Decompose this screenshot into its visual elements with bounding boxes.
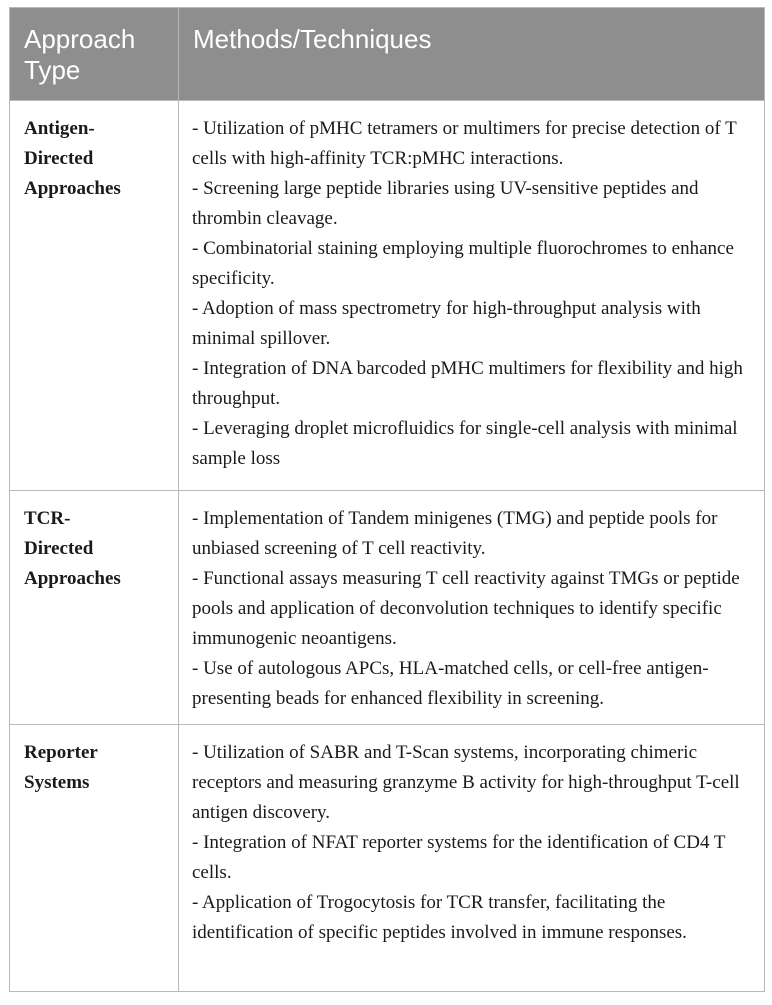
- method-item: - Adoption of mass spectrometry for high-throughput analysis with minimal spillover.: [192, 298, 701, 349]
- table-header: [10, 8, 765, 101]
- method-item: - Functional assays measuring T cell reactivity against TMGs or peptide pools and application of deconvolution techniques to identify specific immunogenic neoantigens.: [192, 568, 740, 649]
- approach-type-line: TCR-: [24, 508, 71, 529]
- approach-type-cell: [10, 725, 179, 992]
- approach-type-line: Directed: [24, 148, 94, 169]
- method-item: - Utilization of SABR and T-Scan systems, incorporating chimeric receptors and measuring granzyme B activity for high-throughput T-cell antigen discovery.: [192, 742, 740, 823]
- approach-methods-table: [9, 7, 765, 992]
- methods-cell: [179, 725, 765, 992]
- method-item: - Application of Trogocytosis for TCR transfer, facilitating the identification of specific peptides involved in immune responses.: [192, 892, 687, 943]
- table-row: [10, 101, 765, 491]
- approach-type-line: Approaches: [24, 178, 121, 199]
- table-row: [10, 491, 765, 725]
- approach-type-line: Antigen-: [24, 118, 95, 139]
- approach-type-line: Approaches: [24, 568, 121, 589]
- approach-type-line: Reporter: [24, 742, 98, 763]
- method-item: - Screening large peptide libraries using UV-sensitive peptides and thrombin cleavage.: [192, 178, 699, 229]
- methods-cell: [179, 101, 765, 491]
- header-row: [10, 8, 765, 101]
- method-item: - Integration of NFAT reporter systems for the identification of CD4 T cells.: [192, 832, 726, 883]
- header-approach-type: Approach Type: [10, 8, 179, 101]
- approach-type-line: Systems: [24, 772, 90, 793]
- methods-cell: [179, 491, 765, 725]
- table-row: [10, 725, 765, 992]
- table-body: [10, 101, 765, 992]
- method-item: - Integration of DNA barcoded pMHC multimers for flexibility and high throughput.: [192, 358, 743, 409]
- approach-type-cell: [10, 101, 179, 491]
- method-item: - Utilization of pMHC tetramers or multimers for precise detection of T cells with high-affinity TCR:pMHC interactions.: [192, 118, 737, 169]
- method-item: - Combinatorial staining employing multiple fluorochromes to enhance specificity.: [192, 238, 734, 289]
- method-item: - Implementation of Tandem minigenes (TMG) and peptide pools for unbiased screening of T cell reactivity.: [192, 508, 718, 559]
- approach-type-line: Directed: [24, 538, 94, 559]
- method-item: - Leveraging droplet microfluidics for single-cell analysis with minimal sample loss: [192, 418, 738, 469]
- approach-type-cell: [10, 491, 179, 725]
- method-item: - Use of autologous APCs, HLA-matched cells, or cell-free antigen-presenting beads for enhanced flexibility in screening.: [192, 658, 709, 709]
- header-methods: Methods/Techniques: [179, 8, 765, 101]
